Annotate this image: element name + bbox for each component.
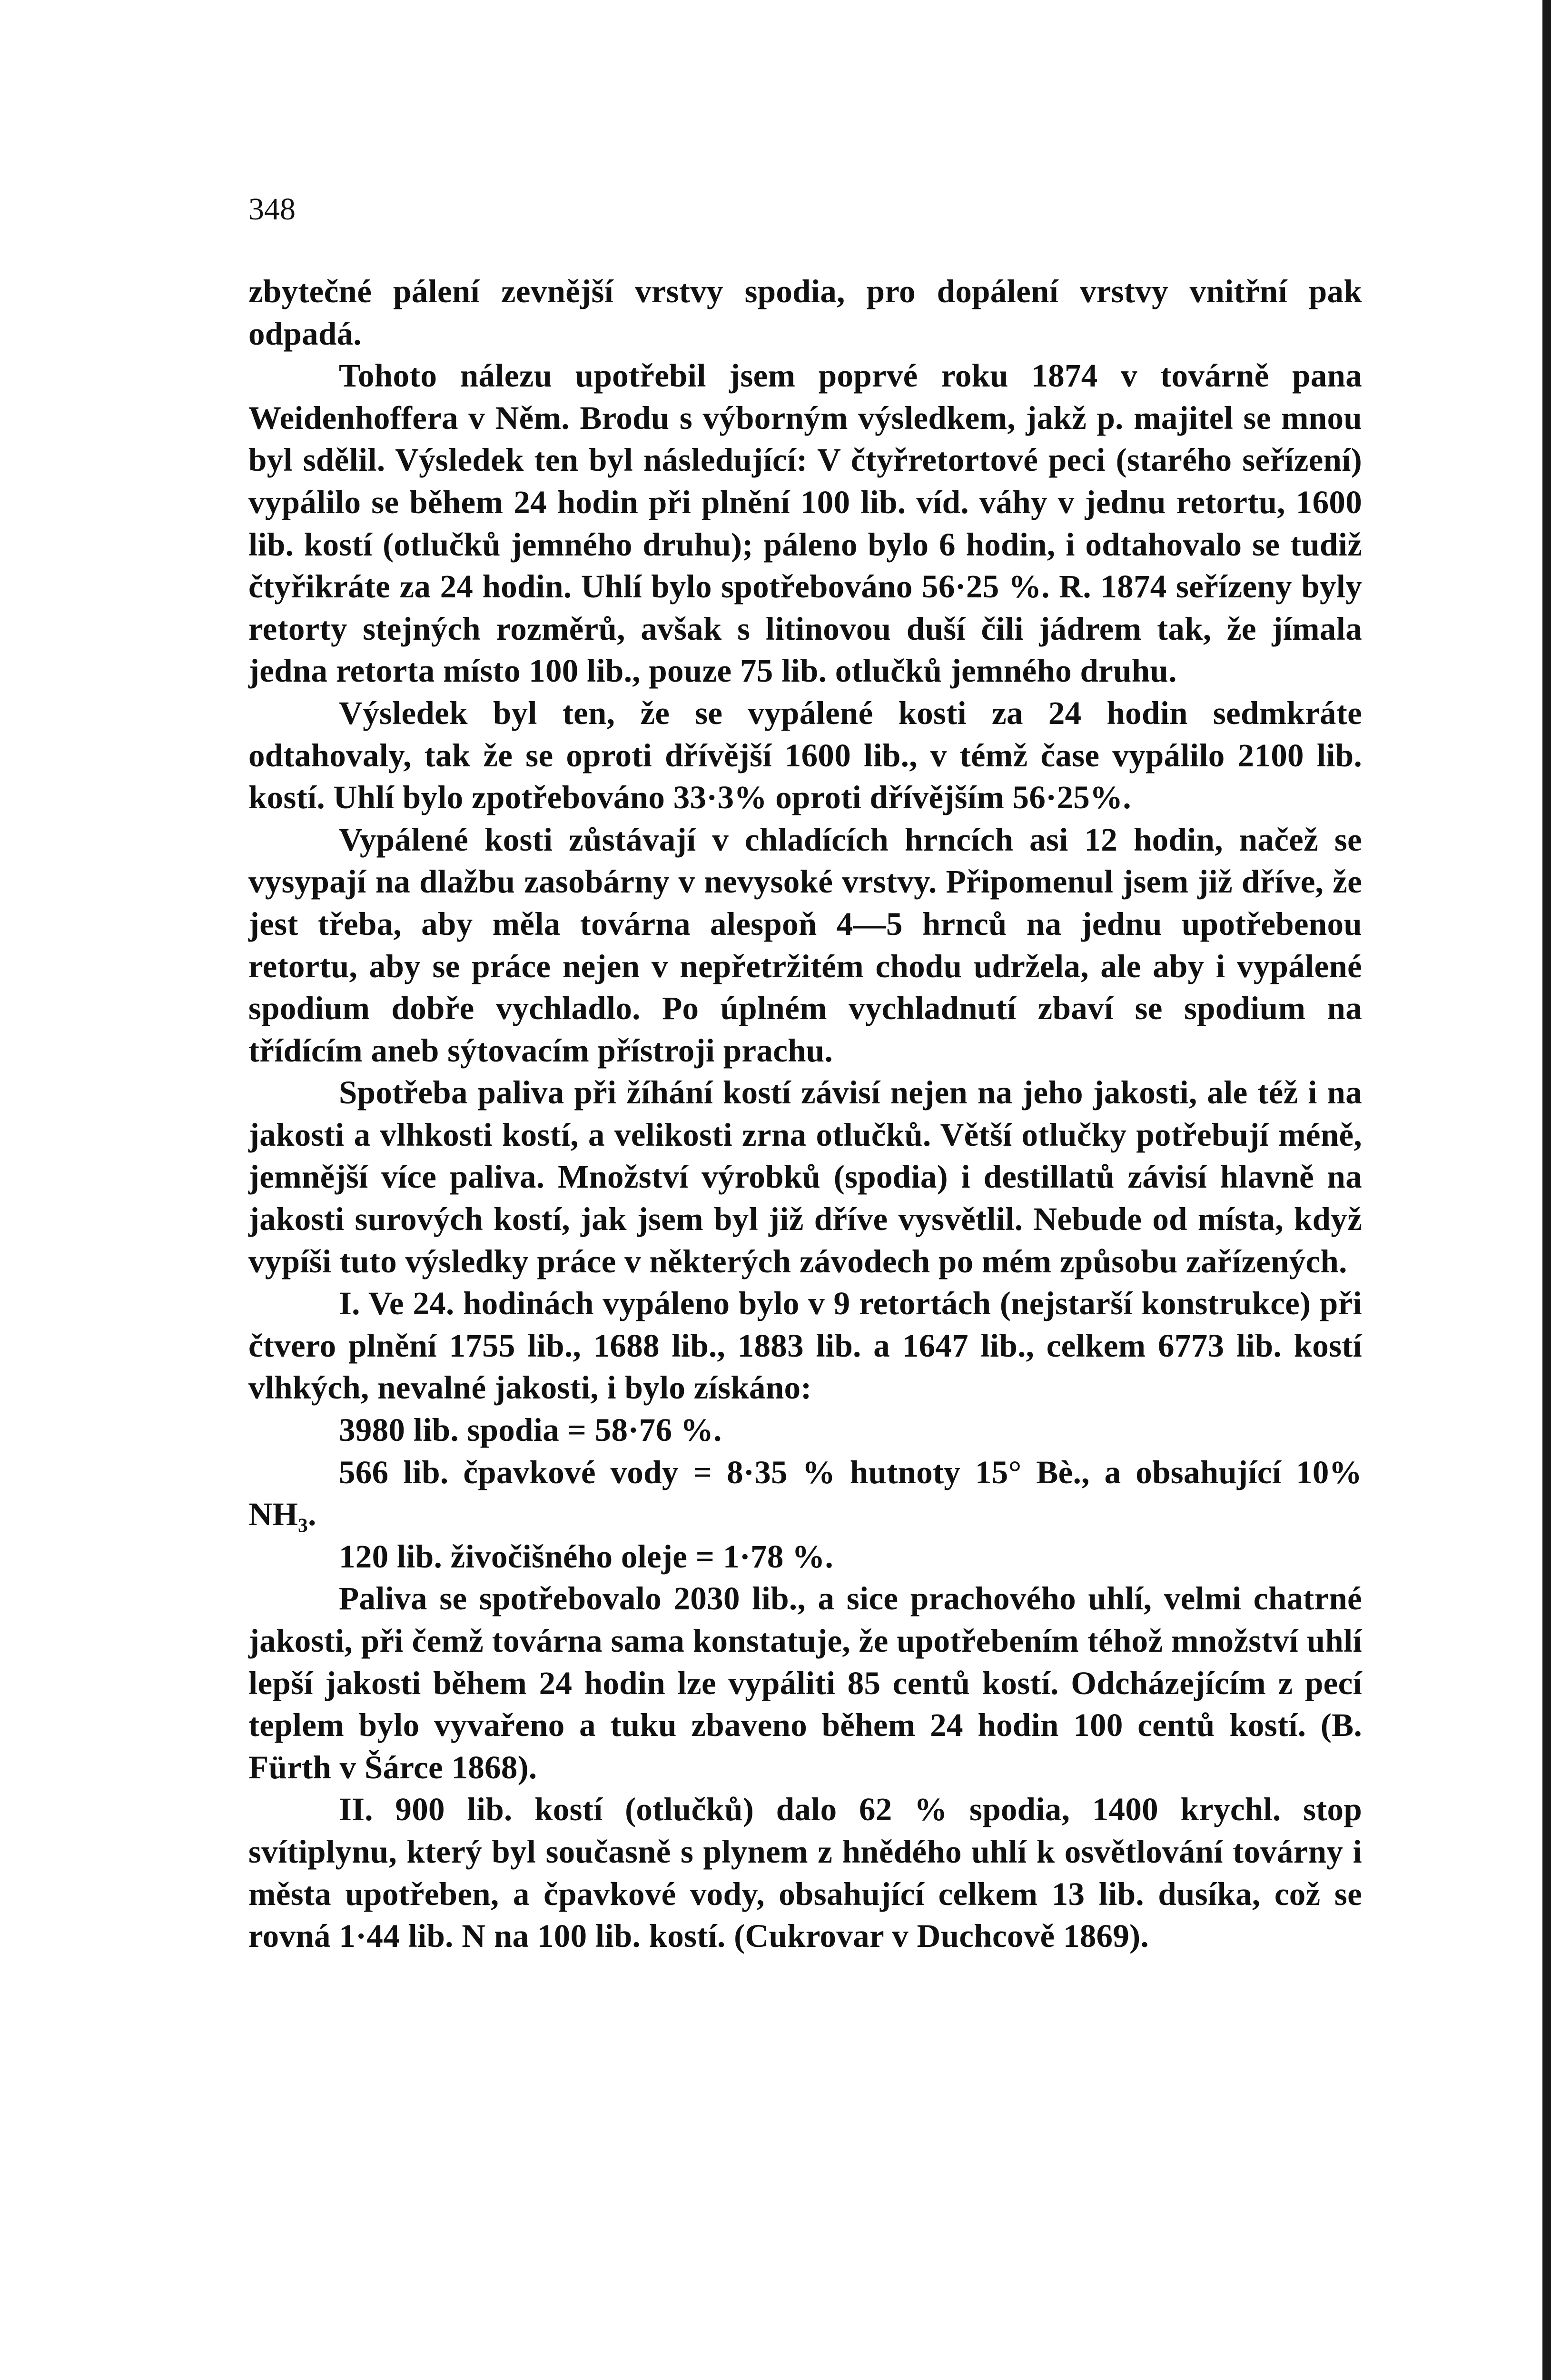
paragraph: Tohoto nálezu upotřebil jsem poprvé roku 1874 v továrně pana Weidenhoffera v Něm. Brodu s výborným výsledkem, jakž p. majitel se mnou byl sdělil. Výsledek ten byl následující: V čtyřretortové peci (starého seřízení) vypálilo se během 24 hodin při plnění 100 lib. víd. váhy v jednu retortu, 1600 lib. kostí (otlučků jemného druhu); páleno bylo 6 hodin, i odtahovalo se tudiž čtyřikráte za 24 hodin. Uhlí bylo spotřebováno 56·25 %. R. 1874 seřízeny byly retorty stejných rozměrů, avšak s litinovou duší čili jádrem tak, že jímala jedna retorta místo 100 lib., pouze 75 lib. otlučků jemného druhu.: [248, 357, 1362, 689]
paragraph: I. Ve 24. hodinách vypáleno bylo v 9 retortách (nejstarší konstrukce) při čtvero plnění 1755 lib., 1688 lib., 1883 lib. a 1647 lib., celkem 6773 lib. kostí vlhkých, nevalné jakosti, i bylo získáno:: [248, 1285, 1362, 1406]
page-edge-shadow: [1542, 0, 1551, 2380]
body-text: [248, 270, 1362, 1957]
page-number: 348: [248, 192, 296, 227]
paragraph: Paliva se spotřebovalo 2030 lib., a sice prachového uhlí, velmi chatrné jakosti, při čemž továrna sama konstatuje, že upotřebením téhož množství uhlí lepší jakosti během 24 hodin lze vypáliti 85 centů kostí. Odcházejícím z pecí teplem bylo vyvařeno a tuku zbaveno během 24 hodin 100 centů kostí. (B. Fürth v Šárce 1868).: [248, 1580, 1362, 1785]
result-line: 3980 lib. spodia = 58·76 %.: [339, 1412, 722, 1448]
paragraph: Vypálené kosti zůstávají v chladících hrncích asi 12 hodin, načež se vysypají na dlažbu zasobárny v nevysoké vrstvy. Připomenul jsem již dříve, že jest třeba, aby měla továrna alespoň 4—5 hrnců na jednu upotřebenou retortu, aby se práce nejen v nepřetržitém chodu udržela, ale aby i vypálené spodium dobře vychladlo. Po úplném vychladnutí zbaví se spodium na třídícím aneb sýtovacím přístroji prachu.: [248, 821, 1362, 1069]
paragraph: zbytečné pálení zevnější vrstvy spodia, pro dopálení vrstvy vnitřní pak odpadá.: [248, 273, 1362, 352]
paragraph: Výsledek byl ten, že se vypálené kosti za 24 hodin sedmkráte odtahovaly, tak že se oproti dřívější 1600 lib., v témž čase vypálilo 2100 lib. kostí. Uhlí bylo zpotřebováno 33·3% oproti dřívějším 56·25%.: [248, 694, 1362, 816]
result-line: 120 lib. živočišného oleje = 1·78 %.: [339, 1538, 834, 1575]
result-line: 566 lib. čpavkové vody = 8·35 % hutnoty 15° Bè., a obsahující 10% NH₃.: [248, 1454, 1362, 1533]
paragraph: Spotřeba paliva při žíhání kostí závisí nejen na jeho jakosti, ale též i na jakosti a vlhkosti kostí, a velikosti zrna otlučků. Větší otlučky potřebují méně, jemnější více paliva. Množství výrobků (spodia) i destillatů závisí hlavně na jakosti surových kostí, jak jsem byl již dříve vysvětlil. Nebude od místa, když vypíši tuto výsledky práce v některých závodech po mém způsobu zařízených.: [248, 1074, 1362, 1279]
paragraph: II. 900 lib. kostí (otlučků) dalo 62 % spodia, 1400 krychl. stop svítiplynu, který byl současně s plynem z hnědého uhlí k osvětlování továrny i města upotřeben, a čpavkové vody, obsahující celkem 13 lib. dusíka, což se rovná 1·44 lib. N na 100 lib. kostí. (Cukrovar v Duchcově 1869).: [248, 1791, 1362, 1954]
page-top-margin: [0, 0, 1551, 19]
